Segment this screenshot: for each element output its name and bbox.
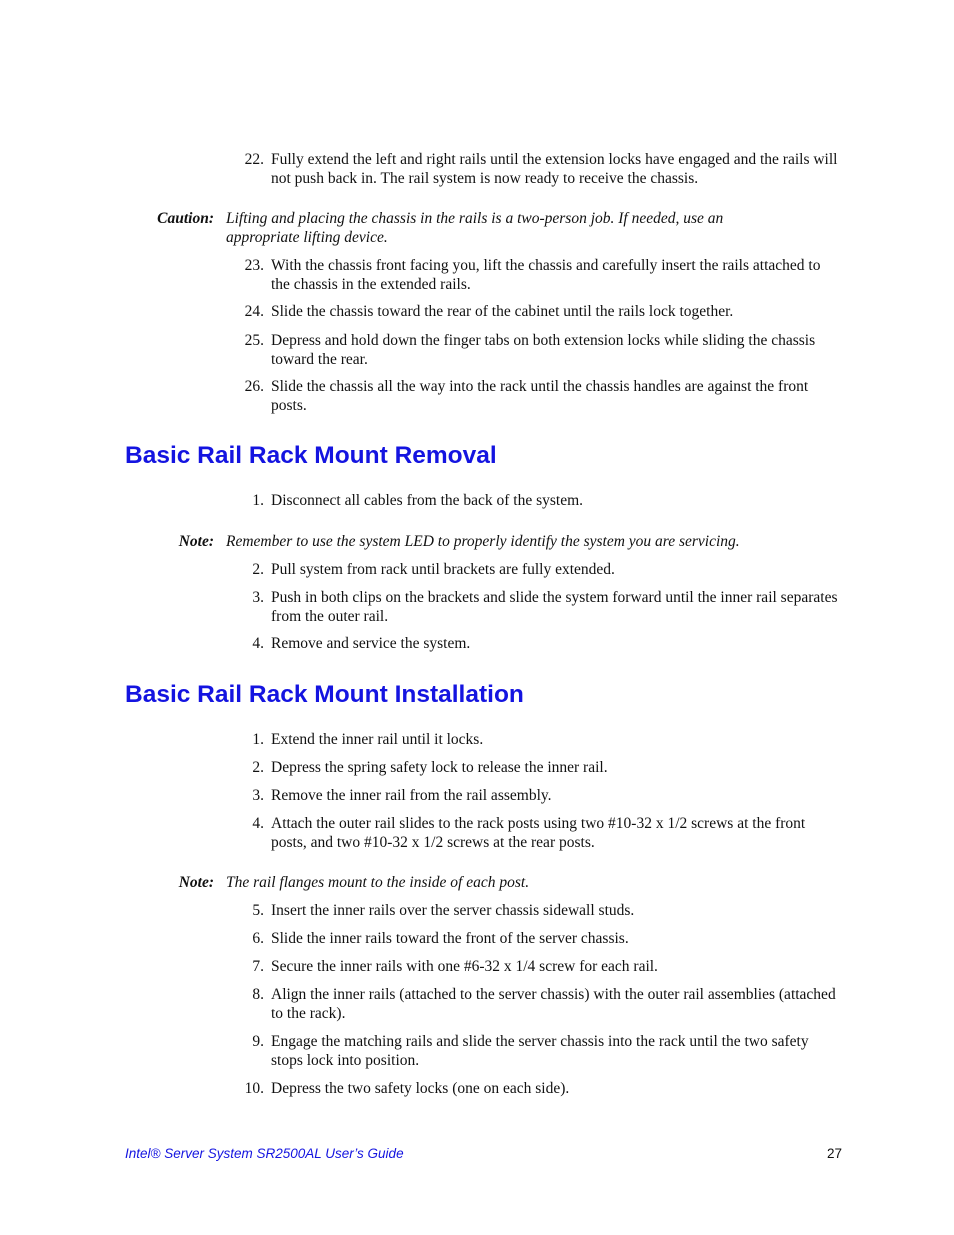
list-text: Slide the chassis all the way into the rack until the chassis handles are against the front posts. <box>271 378 809 414</box>
list-number: 26. <box>244 378 264 395</box>
list-text: Engage the matching rails and slide the server chassis into the rack until the two safety stops lock into position. <box>271 1033 809 1069</box>
list-number: 2. <box>252 759 264 776</box>
list-text: Depress and hold down the finger tabs on both extension locks while sliding the chassis toward the rear. <box>271 332 816 368</box>
list-number: 4. <box>252 635 264 652</box>
list-text: Align the inner rails (attached to the server chassis) with the outer rail assemblies (attached to the rack). <box>271 986 836 1022</box>
list-text: Push in both clips on the brackets and slide the system forward until the inner rail separates from the outer rail. <box>271 589 838 625</box>
list-number: 6. <box>252 930 264 947</box>
list-number: 9. <box>252 1033 264 1050</box>
list-text: Disconnect all cables from the back of the system. <box>271 492 584 509</box>
list-text: Depress the spring safety lock to release the inner rail. <box>271 759 608 776</box>
list-text: Insert the inner rails over the server chassis sidewall studs. <box>271 902 635 919</box>
section-heading-removal: Basic Rail Rack Mount Removal <box>125 442 497 469</box>
list-text: Pull system from rack until brackets are fully extended. <box>271 561 615 578</box>
caution-label: Caution: <box>157 210 214 227</box>
list-text: Fully extend the left and right rails until the extension locks have engaged and the rails will not push back in. The rail system is now ready to receive the chassis. <box>271 151 838 187</box>
list-text: With the chassis front facing you, lift the chassis and carefully insert the rails attached to the chassis in the extended rails. <box>271 257 821 293</box>
list-number: 1. <box>252 492 264 509</box>
list-number: 22. <box>244 151 264 168</box>
list-number: 1. <box>252 731 264 748</box>
note-label: Note: <box>178 533 214 550</box>
list-number: 23. <box>244 257 264 274</box>
list-text: Attach the outer rail slides to the rack posts using two #10-32 x 1/2 screws at the front posts, and two #10-32 x 1/2 screws at the rear posts. <box>271 815 806 851</box>
section-heading-installation: Basic Rail Rack Mount Installation <box>125 681 524 708</box>
list-number: 5. <box>252 902 264 919</box>
footer-page-number: 27 <box>826 1146 842 1161</box>
list-number: 7. <box>252 958 264 975</box>
note-text: Remember to use the system LED to properly identify the system you are servicing. <box>226 533 740 550</box>
list-text: Slide the inner rails toward the front of the server chassis. <box>271 930 629 947</box>
list-text: Slide the chassis toward the rear of the cabinet until the rails lock together. <box>271 303 734 320</box>
note-text: The rail flanges mount to the inside of each post. <box>226 874 530 891</box>
note-label: Note: <box>178 874 214 891</box>
list-number: 2. <box>252 561 264 578</box>
list-text: Secure the inner rails with one #6-32 x 1/4 screw for each rail. <box>271 958 658 975</box>
caution-text: Lifting and placing the chassis in the rails is a two-person job. If needed, use an appropriate lifting device. <box>226 210 724 246</box>
list-number: 3. <box>252 589 264 606</box>
list-number: 8. <box>252 986 264 1003</box>
list-number: 4. <box>252 815 264 832</box>
list-text: Extend the inner rail until it locks. <box>271 731 484 748</box>
list-number: 24. <box>244 303 264 320</box>
list-text: Remove the inner rail from the rail assembly. <box>271 787 552 804</box>
list-text: Depress the two safety locks (one on each side). <box>271 1080 570 1097</box>
footer-document-title: Intel® Server System SR2500AL User’s Guide <box>125 1146 404 1161</box>
list-number: 3. <box>252 787 264 804</box>
list-text: Remove and service the system. <box>271 635 471 652</box>
list-number: 25. <box>244 332 264 349</box>
list-number: 10. <box>244 1080 264 1097</box>
